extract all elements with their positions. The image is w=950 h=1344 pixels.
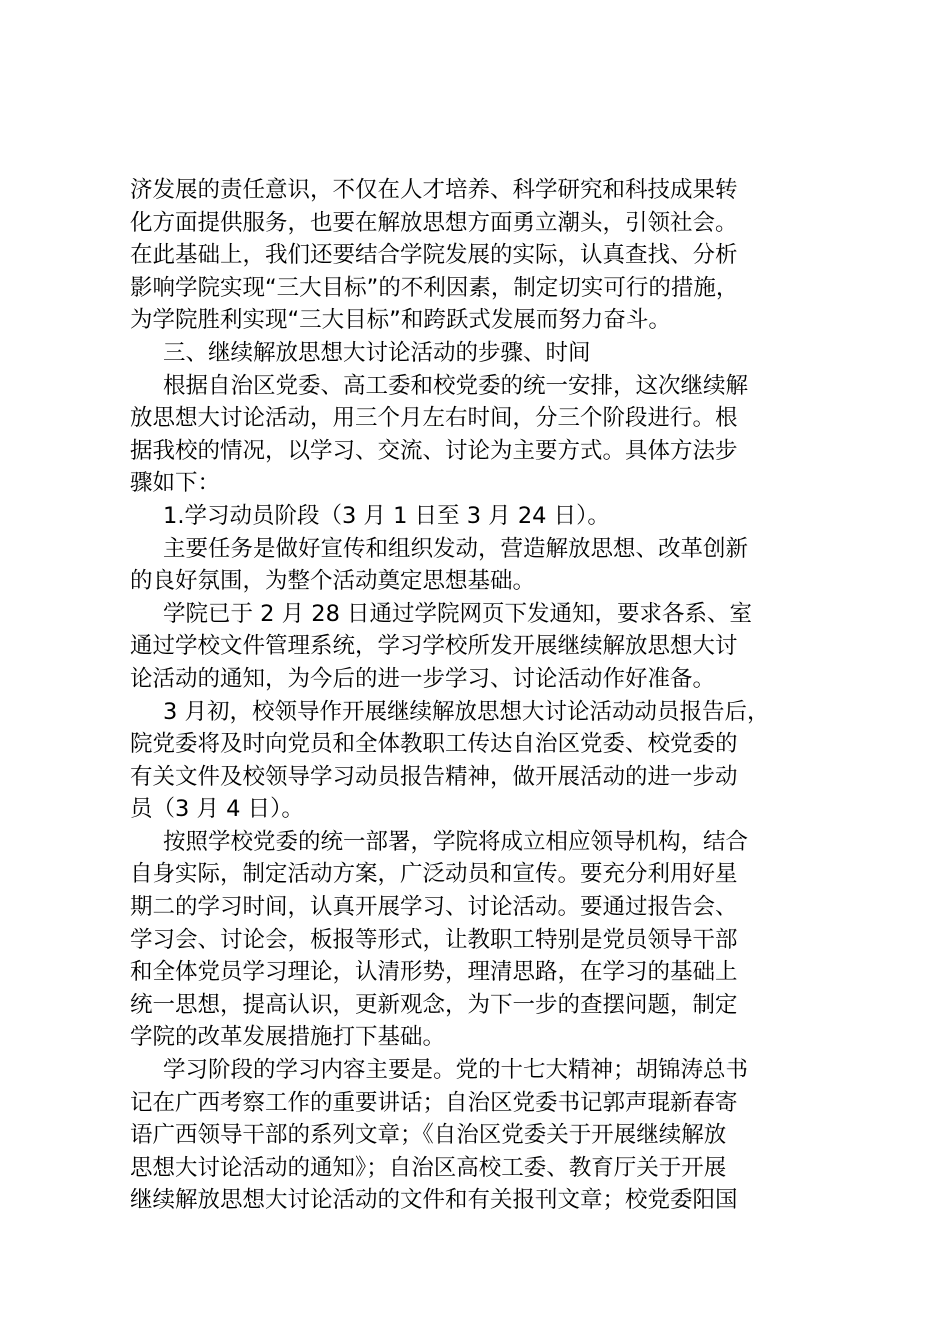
text-line: 语广西领导干部的系列文章；《自治区党委关于开展继续解放: [130, 1122, 727, 1149]
text-line: 通过学校文件管理系统，学习学校所发开展继续解放思想大讨: [130, 633, 738, 660]
text-line: 期二的学习时间，认真开展学习、讨论活动。要通过报告会、: [130, 894, 738, 921]
text-line: 记在广西考察工作的重要讲话；自治区党委书记郭声琨新春寄: [130, 1089, 738, 1116]
text-line: 学院已于 2 月 28 日通过学院网页下发通知，要求各系、室: [163, 600, 753, 627]
text-line: 济发展的责任意识，不仅在人才培养、科学研究和科技成果转: [130, 177, 738, 203]
text-line: 和全体党员学习理论，认清形势，理清思路，在学习的基础上: [130, 959, 738, 986]
text-line: 为学院胜利实现“三大目标”和跨跃式发展而努力奋斗。: [130, 307, 671, 334]
text-line: 按照学校党委的统一部署，学院将成立相应领导机构，结合: [163, 828, 749, 855]
text-line: 据我校的情况，以学习、交流、讨论为主要方式。具体方法步: [130, 437, 738, 464]
text-line: 学习阶段的学习内容主要是。党的十七大精神；胡锦涛总书: [163, 1057, 749, 1084]
subsection-heading: 1.学习动员阶段（3 月 1 日至 3 月 24 日）。: [163, 502, 610, 529]
text-line: 化方面提供服务，也要在解放思想方面勇立潮头，引领社会。: [130, 209, 738, 236]
text-line: 骤如下：: [130, 470, 221, 497]
text-line: 有关文件及校领导学习动员报告精神，做开展活动的进一步动: [130, 763, 738, 790]
text-line: 影响学院实现“三大目标”的不利因素，制定切实可行的措施，: [130, 274, 739, 301]
text-line: 学院的改革发展措施打下基础。: [130, 1024, 446, 1051]
text-line: 3 月初，校领导作开展继续解放思想大讨论活动动员报告后，: [163, 698, 770, 725]
section-heading: 三、继续解放思想大讨论活动的步骤、时间: [163, 339, 591, 366]
text-line: 统一思想，提高认识，更新观念，为下一步的查摆问题，制定: [130, 991, 738, 1018]
text-line: 在此基础上，我们还要结合学院发展的实际，认真查找、分析: [130, 242, 738, 269]
text-line: 思想大讨论活动的通知》；自治区高校工委、教育厅关于开展: [130, 1154, 727, 1181]
text-line: 院党委将及时向党员和全体教职工传达自治区党委、校党委的: [130, 731, 738, 758]
text-line: 的良好氛围，为整个活动奠定思想基础。: [130, 568, 536, 595]
body-text: [130, 174, 830, 1217]
text-line: 放思想大讨论活动，用三个月左右时间，分三个阶段进行。根: [130, 405, 738, 432]
text-line: 论活动的通知，为今后的进一步学习、讨论活动作好准备。: [130, 665, 716, 692]
text-line: 根据自治区党委、高工委和校党委的统一安排，这次继续解: [163, 372, 749, 399]
text-line: 继续解放思想大讨论活动的文件和有关报刊文章；校党委阳国: [130, 1187, 738, 1214]
text-line: 学习会、讨论会，板报等形式，让教职工特别是党员领导干部: [130, 926, 738, 953]
text-line: 主要任务是做好宣传和组织发动，营造解放思想、改革创新: [163, 535, 749, 562]
text-line: 自身实际，制定活动方案，广泛动员和宣传。要充分利用好星: [130, 861, 738, 888]
text-line: 员（3 月 4 日）。: [130, 796, 304, 823]
